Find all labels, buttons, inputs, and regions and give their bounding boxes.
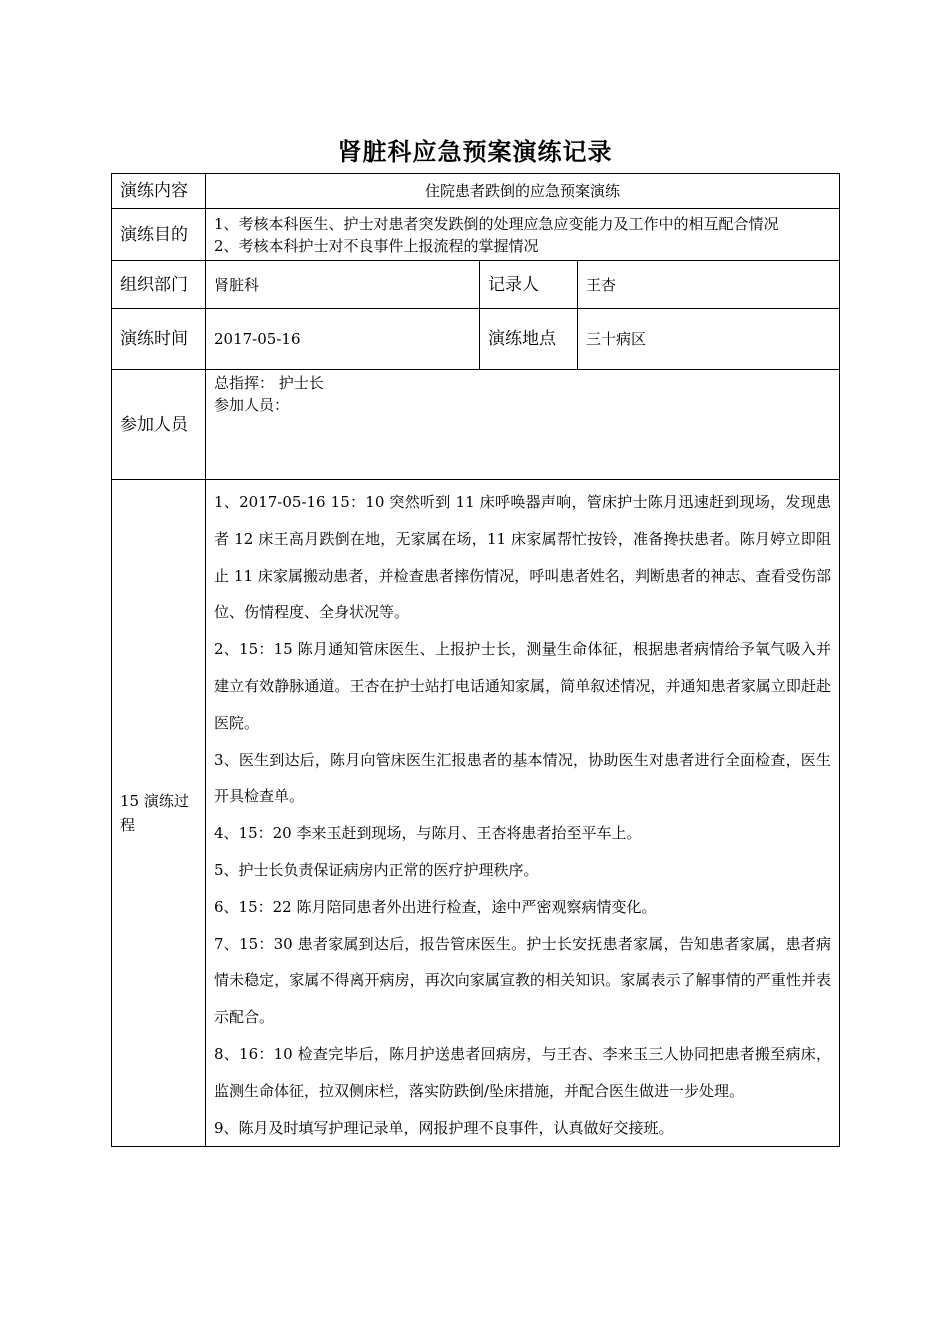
process-step-9: 9、陈月及时填写护理记录单，网报护理不良事件，认真做好交接班。 (214, 1118, 674, 1137)
time-label: 演练时间 (112, 309, 206, 370)
place-label: 演练地点 (480, 309, 578, 370)
process-step-7: 7、15：30 患者家属到达后，报告管床医生。护士长安抚患者家属，告知患者家属，患者病情未稳定，家属不得离开病房，再次向家属宣教的相关知识。家属表示了解事情的严重性并表示配合。 (214, 934, 831, 1027)
content-value: 住院患者跌倒的应急预案演练 (206, 174, 840, 209)
recorder-label: 记录人 (480, 261, 578, 309)
time-value: 2017-05-16 (206, 309, 480, 370)
purpose-line-2: 2、考核本科护士对不良事件上报流程的掌握情况 (214, 236, 539, 255)
purpose-label: 演练目的 (112, 209, 206, 261)
commander-line: 总指挥： 护士长 (214, 374, 324, 392)
process-step-3: 3、医生到达后，陈月向管床医生汇报患者的基本情况，协助医生对患者进行全面检查，医生开具检查单。 (214, 750, 831, 806)
row-participants (112, 370, 840, 480)
document-title: 肾脏科应急预案演练记录 (337, 137, 613, 166)
participants-line: 参加人员： (214, 396, 290, 414)
process-step-4: 4、15：20 李来玉赶到现场，与陈月、王杏将患者抬至平车上。 (214, 824, 642, 843)
drill-record-table (111, 173, 840, 1147)
dept-value: 肾脏科 (206, 261, 480, 309)
row-dept (112, 261, 840, 309)
process-label: 15 演练过程 (112, 480, 206, 1147)
process-step-2: 2、15：15 陈月通知管床医生、上报护士长，测量生命体征，根据患者病情给予氧气吸入并建立有效静脉通道。王杏在护士站打电话通知家属，简单叙述情况，并通知患者家属立即赶赴医院。 (214, 640, 831, 732)
place-value: 三十病区 (578, 309, 840, 370)
process-step-6: 6、15：22 陈月陪同患者外出进行检查，途中严密观察病情变化。 (214, 897, 657, 916)
process-step-5: 5、护士长负责保证病房内正常的医疗护理秩序。 (214, 860, 539, 879)
participants-value (206, 370, 840, 480)
recorder-value: 王杏 (578, 261, 840, 309)
row-time (112, 309, 840, 370)
process-step-8: 8、16：10 检查完毕后，陈月护送患者回病房，与王杏、李来玉三人协同把患者搬至病床，监测生命体征，拉双侧床栏，落实防跌倒/坠床措施，并配合医生做进一步处理。 (214, 1044, 831, 1100)
row-purpose (112, 209, 840, 261)
row-process (112, 480, 840, 1147)
process-step-1: 1、2017-05-16 15：10 突然听到 11 床呼唤器声响，管床护士陈月迅速赶到现场，发现患者 12 床王高月跌倒在地，无家属在场，11 床家属帮忙按铃，准备搀扶患者。陈月婷立即阻止 11 床家属搬动患者，并检查患者摔伤情况，呼叫患者姓名，判断患者的神志、查看受伤部位、伤情程度、全身状况等。 (214, 493, 831, 622)
participants-label: 参加人员 (112, 370, 206, 480)
dept-label: 组织部门 (112, 261, 206, 309)
purpose-value (206, 209, 840, 261)
process-content (206, 480, 840, 1147)
row-content (112, 174, 840, 209)
purpose-line-1: 1、考核本科医生、护士对患者突发跌倒的处理应急应变能力及工作中的相互配合情况 (214, 214, 779, 233)
content-label: 演练内容 (112, 174, 206, 209)
